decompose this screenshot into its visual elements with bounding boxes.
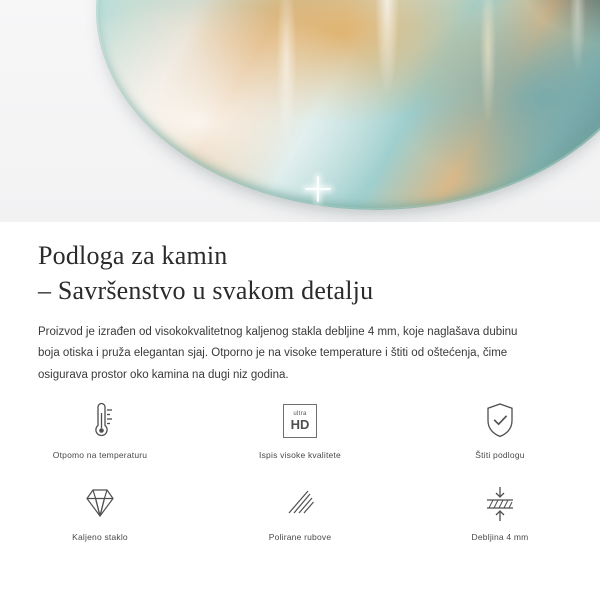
hero-image bbox=[0, 0, 600, 222]
diamond-icon bbox=[80, 480, 120, 526]
feature-grid bbox=[0, 392, 600, 556]
feature-label: Kaljeno staklo bbox=[72, 532, 128, 542]
feature-item-thickness bbox=[400, 474, 600, 556]
shield-check-icon bbox=[481, 398, 519, 444]
ultra-hd-badge-top: ultra bbox=[293, 411, 307, 417]
feature-label: Ispis visoke kvalitete bbox=[259, 450, 341, 460]
feature-label: Otpomo na temperaturu bbox=[52, 450, 148, 460]
ultra-hd-icon bbox=[283, 398, 317, 444]
polished-edges-icon bbox=[280, 480, 320, 526]
feature-item-polished-edges bbox=[200, 474, 400, 556]
feature-item-tempered-glass bbox=[0, 474, 200, 556]
ultra-hd-badge-bottom: HD bbox=[290, 417, 310, 432]
headline-line-1: Podloga za kamin bbox=[38, 241, 228, 270]
feature-label: Debljina 4 mm bbox=[471, 532, 529, 542]
description-paragraph: Proizvod je izrađen od visokokvalitetnog kaljenog stakla debljine 4 mm, koje naglašava dubinu boja otiska i pruža elegantan sjaj. Otporno je na visoke temperature i štiti od oštećenja, čime osigurava prostor oko kamina na dugi niz godina. bbox=[38, 326, 518, 381]
thickness-arrows-icon bbox=[480, 480, 520, 526]
content-block bbox=[0, 222, 600, 386]
feature-item-print-quality bbox=[200, 392, 400, 474]
feature-item-temperature bbox=[0, 392, 200, 474]
thermometer-icon bbox=[80, 398, 120, 444]
headline-line-2: – Savršenstvo u svakom detalju bbox=[38, 276, 374, 306]
glass-board-image bbox=[96, 0, 600, 210]
feature-label: Štiti podlogu bbox=[475, 450, 525, 460]
feature-item-surface-protection bbox=[400, 392, 600, 474]
page-title bbox=[0, 222, 600, 308]
feature-label: Polirane rubove bbox=[268, 532, 332, 542]
